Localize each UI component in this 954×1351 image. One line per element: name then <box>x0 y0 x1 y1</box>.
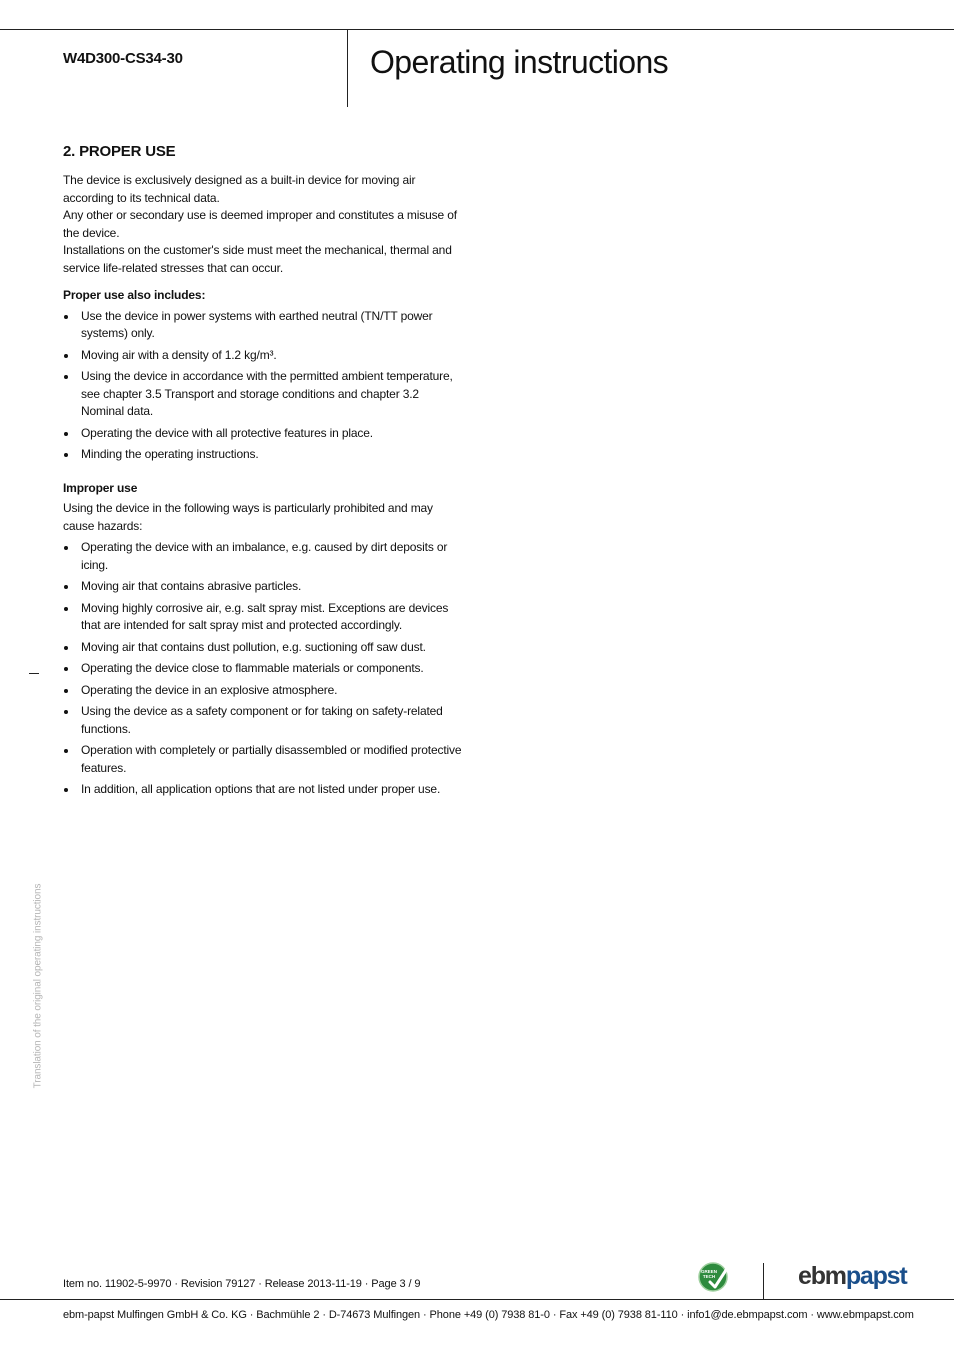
bullet-icon <box>64 749 68 753</box>
list-item <box>63 578 463 596</box>
bullet-icon <box>64 375 68 379</box>
list-item <box>63 639 463 657</box>
section-heading: 2. PROPER USE <box>63 143 176 160</box>
list-item <box>63 425 463 443</box>
list-item <box>63 446 463 464</box>
header-top-rule <box>0 29 954 30</box>
bullet-icon <box>64 315 68 319</box>
item-info: Item no. 11902-5-9970 · Revision 79127 · Release 2013-11-19 · Page 3 / 9 <box>63 1278 421 1290</box>
list-item-text: Operating the device in an explosive atmosphere. <box>81 682 338 697</box>
main-content <box>63 142 463 803</box>
bullet-icon <box>64 432 68 436</box>
company-address: ebm-papst Mulfingen GmbH & Co. KG · Bachmühle 2 · D-74673 Mulfingen · Phone +49 (0) 7938 81-0 · Fax +49 (0) 7938 81-110 · info1@de.ebmpapst.com · www.ebmpapst.com <box>63 1309 914 1321</box>
list-item <box>63 703 463 738</box>
bullet-icon <box>64 354 68 358</box>
list-item-text: Use the device in power systems with earthed neutral (TN/TT power systems) only. <box>81 308 433 340</box>
list-item-text: Moving air with a density of 1.2 kg/m³. <box>81 347 277 362</box>
header-divider <box>347 29 348 107</box>
model-number: W4D300-CS34-30 <box>63 50 183 67</box>
logo-ebm: ebm <box>798 1262 846 1290</box>
footer-logo-divider <box>763 1263 764 1299</box>
list-item <box>63 539 463 574</box>
bullet-icon <box>64 667 68 671</box>
fold-mark <box>29 673 39 674</box>
improper-use-intro: Using the device in the following ways is particularly prohibited and may cause hazards: <box>63 501 433 533</box>
intro-paragraph: Installations on the customer's side must meet the mechanical, thermal and service life-related stresses that can occur. <box>63 243 452 275</box>
intro-paragraph: Any other or secondary use is deemed improper and constitutes a misuse of the device. <box>63 208 457 240</box>
list-item-text: Using the device in accordance with the permitted ambient temperature, see chapter 3.5 Transport and storage conditions and chapter 3.2 Nominal data. <box>81 369 453 418</box>
improper-use-heading: Improper use <box>63 480 138 495</box>
list-item-text: Moving highly corrosive air, e.g. salt spray mist. Exceptions are devices that are intended for salt spray mist and protected accordingly. <box>81 600 449 632</box>
proper-use-list <box>63 308 463 464</box>
list-item <box>63 682 463 700</box>
bullet-icon <box>64 453 68 457</box>
list-item-text: Operating the device with all protective features in place. <box>81 425 373 440</box>
list-item-text: Using the device as a safety component or for taking on safety-related functions. <box>81 704 443 736</box>
list-item-text: Operation with completely or partially disassembled or modified protective features. <box>81 743 462 775</box>
bullet-icon <box>64 689 68 693</box>
intro-paragraph: The device is exclusively designed as a built-in device for moving air according to its technical data. <box>63 173 416 205</box>
side-note: Translation of the original operating instructions <box>32 883 44 1089</box>
bullet-icon <box>64 607 68 611</box>
list-item-text: Moving air that contains dust pollution, e.g. suctioning off saw dust. <box>81 639 426 654</box>
footer-rule <box>0 1299 954 1300</box>
bullet-icon <box>64 585 68 589</box>
list-item <box>63 781 463 799</box>
list-item <box>63 368 463 421</box>
list-item <box>63 660 463 678</box>
bullet-icon <box>64 710 68 714</box>
list-item <box>63 742 463 777</box>
proper-use-heading: Proper use also includes: <box>63 288 206 302</box>
logo-papst: papst <box>845 1262 907 1290</box>
document-title: Operating instructions <box>370 44 669 80</box>
list-item <box>63 347 463 365</box>
greentech-text: TECH <box>702 1274 716 1279</box>
ebmpapst-logo <box>798 1262 907 1291</box>
list-item-text: Moving air that contains abrasive particles. <box>81 579 302 593</box>
greentech-logo-icon <box>697 1261 729 1293</box>
list-item <box>63 308 463 343</box>
greentech-text: GREEN <box>700 1269 718 1274</box>
list-item-text: Operating the device with an imbalance, e.g. caused by dirt deposits or icing. <box>81 540 448 572</box>
bullet-icon <box>64 788 68 792</box>
list-item-text: Operating the device close to flammable materials or components. <box>81 661 424 675</box>
list-item <box>63 600 463 635</box>
bullet-icon <box>64 546 68 550</box>
list-item-text: In addition, all application options that are not listed under proper use. <box>81 782 441 796</box>
bullet-icon <box>64 646 68 650</box>
improper-use-list <box>63 539 463 799</box>
list-item-text: Minding the operating instructions. <box>81 447 259 461</box>
